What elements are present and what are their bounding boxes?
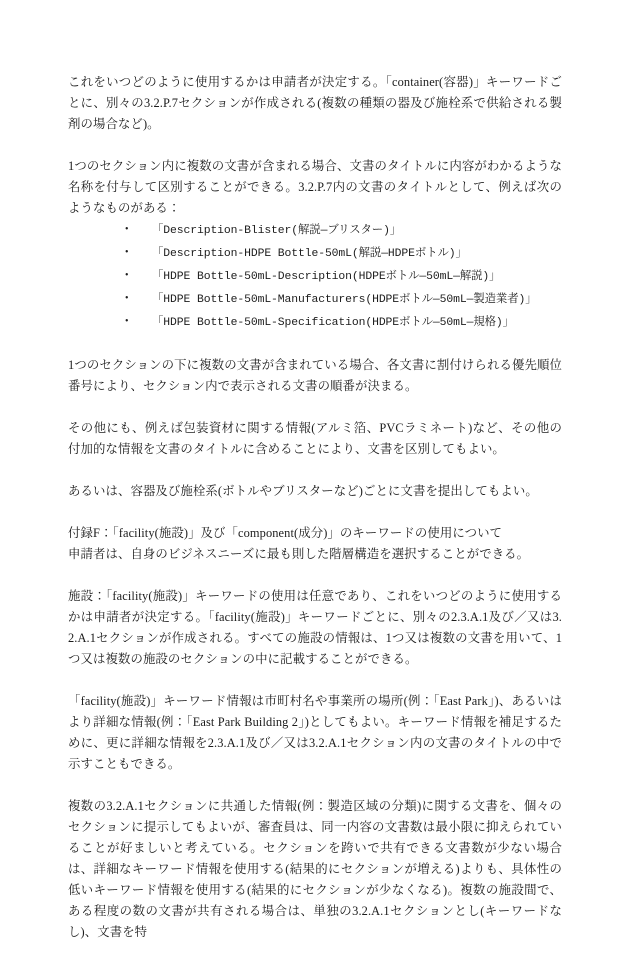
- paragraph-priority-order: 1つのセクションの下に複数の文書が含まれている場合、各文書に割付けられる優先順位番号により、セクション内で表示される文書の順番が決まる。: [68, 358, 562, 393]
- list-item: [68, 219, 562, 242]
- list-item-label: 「HDPE Bottle-50mL-Description(HDPEボトル—50mL—解説)」: [152, 271, 501, 283]
- paragraph-facility-keyword: 施設：「facility(施設)」キーワードの使用は任意であり、これをいつどのように使用するかは申請者が決定する。「facility(施設)」キーワードごとに、別々の2.3.A.1及び／又は3.2.A.1セクションが作成される。すべての施設の情報は、1つ又は複数の文書を用いて、1つ又は複数の施設のセクションの中に記載することができる。: [68, 589, 562, 666]
- list-item-label: 「HDPE Bottle-50mL-Manufacturers(HDPEボトル—50mL—製造業者)」: [152, 294, 537, 306]
- paragraph-container-keyword: これをいつどのように使用するかは申請者が決定する。「container(容器)」キーワードごとに、別々の3.2.P.7セクションが作成される(複数の種類の器及び施栓系で供給される製剤の場合など)。: [68, 75, 562, 131]
- appendix-f-heading: 付録F：「facility(施設)」及び「component(成分)」のキーワードの使用について: [68, 526, 503, 540]
- document-title-examples-list: [68, 219, 562, 334]
- list-item: [68, 288, 562, 311]
- list-item: [68, 265, 562, 288]
- paragraph-appendix-intro: 申請者は、自身のビジネスニーズに最も則した階層構造を選択することができる。: [68, 547, 530, 561]
- paragraph-container-closure-submission: あるいは、容器及び施栓系(ボトルやブリスターなど)ごとに文書を提出してもよい。: [68, 484, 538, 498]
- bullet-point-icon: •: [125, 224, 129, 235]
- list-item: [68, 311, 562, 334]
- bullet-point-icon: •: [125, 270, 129, 281]
- list-item-label: 「HDPE Bottle-50mL-Specification(HDPEボトル—50mL—規格)」: [152, 317, 514, 329]
- list-item: [68, 242, 562, 265]
- bullet-point-icon: •: [125, 293, 129, 304]
- list-item-label: 「Description-Blister(解説—ブリスター)」: [152, 225, 402, 237]
- paragraph-document-titles-intro: 1つのセクション内に複数の文書が含まれる場合、文書のタイトルに内容がわかるような名称を付与して区別することができる。3.2.P.7内の文書のタイトルとして、例えば次のようなものがある：: [68, 159, 562, 215]
- list-item-label: 「Description-HDPE Bottle-50mL(解説—HDPEボトル)」: [152, 248, 467, 260]
- paragraph-facility-keyword-detail: 「facility(施設)」キーワード情報は市町村名や事業所の場所(例：「East Park」)、あるいはより詳細な情報(例：「East Park Building 2」)としてもよい。キーワード情報を補足するために、更に詳細な情報を2.3.A.1及び／又は3.2.A.1セクション内の文書のタイトルの中で示すこともできる。: [68, 694, 562, 771]
- document-body: [68, 72, 562, 964]
- paragraph-packaging-materials: その他にも、例えば包装資材に関する情報(アルミ箔、PVCラミネート)など、その他の付加的な情報を文書のタイトルに含めることにより、文書を区別してもよい。: [68, 421, 562, 456]
- bullet-point-icon: •: [125, 316, 129, 327]
- paragraph-shared-documents: 複数の3.2.A.1セクションに共通した情報(例：製造区域の分類)に関する文書を、個々のセクションに提示してもよいが、審査員は、同一内容の文書数は最小限に抑えられていることが好ましいと考えている。セクションを跨いで共有できる文書数が少ない場合は、詳細なキーワード情報を使用する(結果的にセクションが増える)よりも、具体性の低いキーワード情報を使用する(結果的にセクションが少なくなる)。複数の施設間で、ある程度の数の文書が共有される場合は、単独の3.2.A.1セクションとし(キーワードなし)、文書を特: [68, 799, 562, 939]
- bullet-point-icon: •: [125, 247, 129, 258]
